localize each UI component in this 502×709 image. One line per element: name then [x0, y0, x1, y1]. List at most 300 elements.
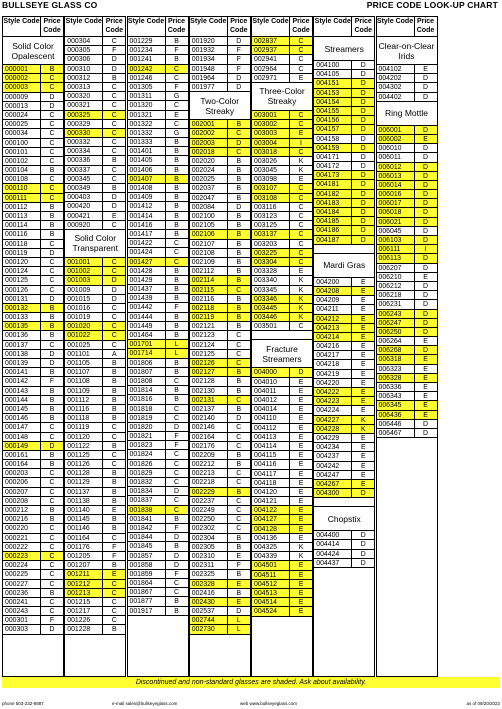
table-row	[65, 451, 125, 460]
table-row	[252, 139, 312, 148]
price-code: D	[423, 301, 428, 309]
price-code: E	[352, 287, 374, 295]
table-row	[65, 350, 125, 359]
table-row	[65, 607, 125, 616]
price-code: B	[111, 479, 117, 487]
price-code: D	[360, 532, 366, 540]
price-code: E	[415, 411, 437, 419]
style-code: 006268	[377, 346, 415, 354]
price-code: C	[166, 65, 188, 73]
style-code: 003125	[252, 221, 290, 229]
price-code: C	[174, 460, 179, 468]
style-code: 000142	[3, 377, 41, 385]
price-code: K	[298, 167, 304, 175]
table-row	[128, 588, 188, 597]
price-code: C	[228, 129, 250, 137]
price-code: C	[111, 38, 117, 45]
price-code: C	[290, 120, 312, 128]
price-code: C	[174, 405, 179, 413]
style-code: 001428	[128, 267, 166, 275]
style-code: 003116	[252, 203, 290, 211]
table-row	[128, 239, 188, 248]
table-row	[252, 414, 312, 423]
table-row	[252, 607, 312, 616]
price-code: B	[111, 74, 117, 82]
style-code: 001444	[128, 313, 166, 321]
price-code: K	[290, 304, 312, 312]
style-code: 002131	[190, 396, 228, 404]
price-code: C	[298, 213, 304, 220]
table-row	[190, 570, 250, 579]
price-code: C	[111, 433, 117, 441]
column-header	[190, 17, 250, 37]
price-code: C	[49, 286, 55, 294]
style-code: 001439	[128, 294, 166, 302]
style-code: 001964	[190, 74, 228, 82]
price-code: D	[236, 608, 242, 616]
table-row	[3, 230, 63, 239]
page-header	[0, 0, 502, 12]
price-code: C	[49, 139, 55, 147]
style-code: 004511	[252, 571, 290, 579]
style-code: 000002	[3, 74, 41, 82]
table-row	[128, 441, 188, 450]
table-row	[3, 598, 63, 607]
style-code: 000207	[3, 488, 41, 496]
price-code: D	[174, 552, 179, 560]
price-code: G	[173, 93, 180, 101]
style-code: 004155	[314, 107, 352, 115]
price-code: B	[228, 488, 250, 496]
price-code: D	[415, 126, 437, 134]
table-row	[190, 488, 250, 497]
style-code: 006011	[377, 153, 415, 161]
price-code: E	[360, 352, 366, 360]
table-row	[314, 388, 374, 397]
price-code: B	[228, 276, 250, 284]
price-code: F	[236, 562, 241, 570]
style-code: 002124	[190, 341, 228, 349]
table-row	[190, 276, 250, 285]
price-code: E	[423, 273, 428, 281]
price-code: D	[360, 163, 366, 171]
style-code: 001429	[128, 276, 166, 284]
price-code: C	[228, 396, 250, 404]
style-code: 000161	[3, 451, 41, 459]
table-row	[377, 337, 437, 346]
price-code: C	[174, 580, 179, 588]
price-code: D	[423, 264, 428, 272]
style-code: 002128	[190, 377, 228, 385]
price-code-header: Price Code	[416, 18, 435, 34]
style-code: 003001	[252, 111, 290, 119]
table-row	[314, 79, 374, 88]
style-code: 000146	[3, 414, 41, 422]
style-code: 000118	[3, 240, 41, 248]
table-row	[128, 561, 188, 570]
table-row	[190, 83, 250, 92]
table-row	[3, 488, 63, 497]
price-code: C	[49, 277, 55, 285]
style-code: 000009	[3, 93, 41, 101]
style-code: 006018	[377, 208, 415, 216]
table-row	[190, 524, 250, 533]
style-code: 002109	[190, 258, 228, 266]
table-row	[190, 295, 250, 304]
table-row	[3, 341, 63, 350]
table-row	[128, 386, 188, 395]
table-row	[190, 598, 250, 607]
style-code: 002311	[190, 561, 228, 569]
table-row	[377, 300, 437, 309]
style-code: 002003	[190, 139, 228, 147]
style-code: 004173	[314, 171, 352, 179]
table-row	[65, 359, 125, 368]
table-row	[190, 387, 250, 396]
style-code: 004209	[314, 296, 352, 304]
price-code: B	[49, 405, 55, 413]
style-code: 001414	[128, 212, 166, 220]
table-row	[314, 462, 374, 471]
style-code: 002176	[190, 442, 228, 450]
table-row	[252, 589, 312, 598]
table-row	[190, 46, 250, 55]
table-row	[3, 65, 63, 74]
table-row	[190, 405, 250, 414]
style-code: 000112	[3, 203, 41, 211]
price-code: D	[423, 75, 428, 83]
price-code: C	[111, 608, 117, 616]
style-code: 004171	[314, 153, 352, 161]
style-code: 001858	[128, 561, 166, 569]
price-code: C	[41, 83, 63, 91]
style-code: 001320	[128, 101, 166, 109]
table-row	[3, 267, 63, 276]
style-code: 002037	[190, 184, 228, 192]
price-code: D	[415, 181, 437, 189]
style-code: 000225	[3, 570, 41, 578]
price-code: E	[423, 365, 428, 373]
column-header	[128, 17, 188, 37]
table-row	[377, 282, 437, 291]
price-code: B	[49, 369, 55, 377]
price-code: C	[49, 534, 55, 542]
price-code: B	[236, 185, 242, 193]
style-code: 000223	[3, 552, 41, 560]
table-row	[65, 184, 125, 193]
table-row	[190, 350, 250, 359]
price-code: K	[290, 313, 312, 321]
price-code: E	[415, 374, 437, 382]
price-code: C	[41, 552, 63, 560]
price-code: B	[228, 120, 250, 128]
price-code: D	[352, 107, 374, 115]
price-code: L	[228, 616, 250, 624]
table-row	[128, 212, 188, 221]
table-row	[314, 70, 374, 79]
style-code: 001823	[128, 441, 166, 449]
table-row	[65, 193, 125, 202]
price-code: B	[174, 368, 179, 376]
table-row	[128, 432, 188, 441]
style-code: 002106	[190, 230, 228, 238]
table-row	[65, 497, 125, 506]
price-code: C	[111, 424, 117, 432]
table-row	[128, 285, 188, 294]
table-row	[252, 313, 312, 322]
table-row	[314, 153, 374, 162]
style-code: 004157	[314, 125, 352, 133]
table-row	[3, 83, 63, 92]
price-code: B	[236, 222, 242, 230]
price-code: B	[111, 185, 117, 192]
price-code: D	[360, 135, 366, 143]
style-code: 001857	[128, 552, 166, 560]
table-row	[377, 190, 437, 199]
table-row	[3, 460, 63, 469]
style-code: 001412	[128, 202, 166, 210]
table-row	[65, 267, 125, 276]
style-code: 001305	[128, 83, 166, 91]
price-code: E	[290, 589, 312, 597]
table-row	[190, 515, 250, 524]
price-code: E	[360, 453, 366, 461]
table-row	[65, 561, 125, 570]
table-row	[128, 542, 188, 551]
price-code: B	[49, 203, 55, 211]
price-code: B	[49, 516, 55, 524]
style-code: 003345	[252, 286, 290, 294]
style-code: 000102	[3, 157, 41, 165]
price-code: E	[228, 598, 250, 606]
price-code: B	[49, 231, 55, 239]
price-code: E	[298, 387, 304, 395]
table-row	[128, 276, 188, 285]
price-code: C	[298, 203, 304, 211]
table-row	[65, 341, 125, 350]
style-code: 000100	[3, 139, 41, 147]
table-row	[128, 202, 188, 211]
style-code: 002971	[252, 74, 290, 82]
price-code: C	[49, 470, 55, 478]
style-code: 000222	[3, 543, 41, 551]
table-row	[3, 258, 63, 267]
price-code: B	[174, 166, 179, 174]
style-code: 001407	[128, 175, 166, 183]
price-code: C	[49, 240, 55, 248]
style-code: 006013	[377, 172, 415, 180]
table-row	[252, 525, 312, 534]
style-code: 000125	[3, 276, 41, 284]
style-code: 000337	[65, 166, 103, 174]
style-code: 001116	[65, 405, 103, 413]
style-code: 001242	[128, 65, 166, 73]
price-code: B	[174, 185, 179, 192]
price-code: C	[103, 111, 125, 119]
price-code: E	[298, 268, 304, 276]
table-row	[377, 74, 437, 83]
price-code: C	[111, 598, 117, 606]
price-code: E	[360, 361, 366, 369]
table-row	[128, 515, 188, 524]
price-code: B	[236, 323, 242, 331]
price-code: E	[298, 406, 304, 414]
style-code: 004105	[314, 70, 352, 78]
table-row	[377, 199, 437, 208]
style-code: 002024	[190, 166, 228, 174]
price-code: C	[111, 139, 117, 147]
style-code: 001841	[128, 515, 166, 523]
price-code: C	[49, 268, 55, 276]
style-code: 004513	[252, 589, 290, 597]
price-code: D	[415, 172, 437, 180]
web-link[interactable]: web www.bullseyeglass.com	[240, 701, 298, 706]
price-code: B	[111, 442, 117, 450]
table-row	[3, 405, 63, 414]
table-row	[314, 98, 374, 107]
table-row	[3, 286, 63, 295]
style-code: 001212	[65, 580, 103, 588]
price-code-header: Price Code	[292, 18, 310, 34]
table-row	[252, 479, 312, 488]
style-code: 001405	[128, 156, 166, 164]
style-code: 001427	[128, 258, 166, 266]
style-code: 001920	[190, 37, 228, 45]
table-row	[65, 414, 125, 423]
style-code: 001948	[190, 65, 228, 73]
table-row	[3, 478, 63, 487]
price-code: D	[174, 488, 179, 496]
style-code: 000144	[3, 396, 41, 404]
style-code: 002328	[190, 580, 228, 588]
table-row	[65, 175, 125, 184]
email-link[interactable]: e-mail sales@bullseyeglass.com	[112, 701, 178, 706]
style-code: 004339	[252, 552, 290, 560]
price-code: D	[360, 153, 366, 161]
style-code: 000332	[65, 138, 103, 146]
table-row	[190, 203, 250, 212]
style-code: 004153	[314, 89, 352, 97]
price-code: E	[236, 552, 242, 560]
style-code: 002837	[252, 37, 290, 45]
table-row	[65, 580, 125, 589]
price-code: C	[111, 304, 117, 312]
blank-row	[252, 331, 312, 340]
table-row	[128, 607, 188, 616]
style-code: 004014	[252, 405, 290, 413]
table-row	[190, 74, 250, 83]
style-code-header: Style Code	[314, 17, 352, 36]
price-code: B	[111, 387, 117, 395]
table-row	[252, 497, 312, 506]
style-code: 000110	[3, 184, 41, 192]
style-code: 001834	[128, 487, 166, 495]
price-code: D	[174, 534, 179, 542]
price-code: C	[49, 121, 55, 129]
price-code: K	[298, 157, 304, 165]
table-row	[377, 365, 437, 374]
style-code: 001126	[65, 460, 103, 468]
table-row	[377, 392, 437, 401]
style-code: 000114	[3, 221, 41, 229]
style-code: 002047	[190, 194, 228, 202]
section-title: Three-Color Streaky	[252, 83, 312, 111]
table-row	[3, 607, 63, 616]
table-row	[252, 111, 312, 120]
table-row	[128, 230, 188, 239]
style-code: 004113	[252, 433, 290, 441]
price-code: B	[236, 387, 242, 395]
table-row	[65, 322, 125, 331]
table-column	[127, 16, 189, 677]
table-row	[314, 296, 374, 305]
style-code: 000212	[3, 506, 41, 514]
table-row	[3, 194, 63, 203]
price-code: D	[415, 346, 437, 354]
style-code: 006113	[377, 254, 415, 262]
style-code: 002130	[190, 387, 228, 395]
price-code: B	[174, 332, 179, 339]
style-code: 002127	[190, 368, 228, 376]
price-code: D	[228, 139, 250, 147]
price-code: D	[415, 208, 437, 216]
table-row	[65, 212, 125, 221]
price-code: C	[236, 442, 242, 450]
price-code: D	[352, 89, 374, 97]
price-code: D	[236, 38, 242, 45]
table-row	[377, 310, 437, 319]
style-code-header: Style Code	[65, 17, 103, 36]
table-row	[190, 377, 250, 386]
price-code: D	[415, 254, 437, 262]
price-code: F	[112, 543, 117, 551]
style-code: 004228	[314, 425, 352, 433]
price-code: C	[111, 314, 117, 322]
table-row	[314, 107, 374, 116]
table-row	[190, 341, 250, 350]
price-code: B	[236, 167, 242, 175]
style-code: 002118	[190, 304, 228, 312]
price-code: B	[236, 378, 242, 386]
table-row	[3, 313, 63, 322]
price-code: C	[49, 479, 55, 487]
table-row	[377, 153, 437, 162]
table-row	[128, 478, 188, 487]
style-code: 003225	[252, 249, 290, 257]
table-row	[3, 148, 63, 157]
table-row	[314, 351, 374, 360]
style-code: 001321	[128, 111, 166, 119]
price-code: D	[111, 56, 117, 64]
table-row	[377, 245, 437, 254]
style-code: 000236	[3, 589, 41, 597]
table-row	[128, 368, 188, 377]
style-code: 001101	[65, 350, 103, 358]
column-header	[65, 17, 125, 37]
table-row	[128, 395, 188, 404]
table-row	[377, 181, 437, 190]
table-row	[3, 184, 63, 193]
price-code: B	[111, 470, 117, 478]
price-code: D	[352, 236, 374, 244]
table-row	[190, 166, 250, 175]
style-code: 001816	[128, 395, 166, 403]
price-code: D	[352, 217, 374, 225]
table-row	[314, 333, 374, 342]
style-code: 004302	[377, 83, 415, 91]
style-code: 000104	[3, 166, 41, 174]
price-code: B	[236, 176, 242, 184]
